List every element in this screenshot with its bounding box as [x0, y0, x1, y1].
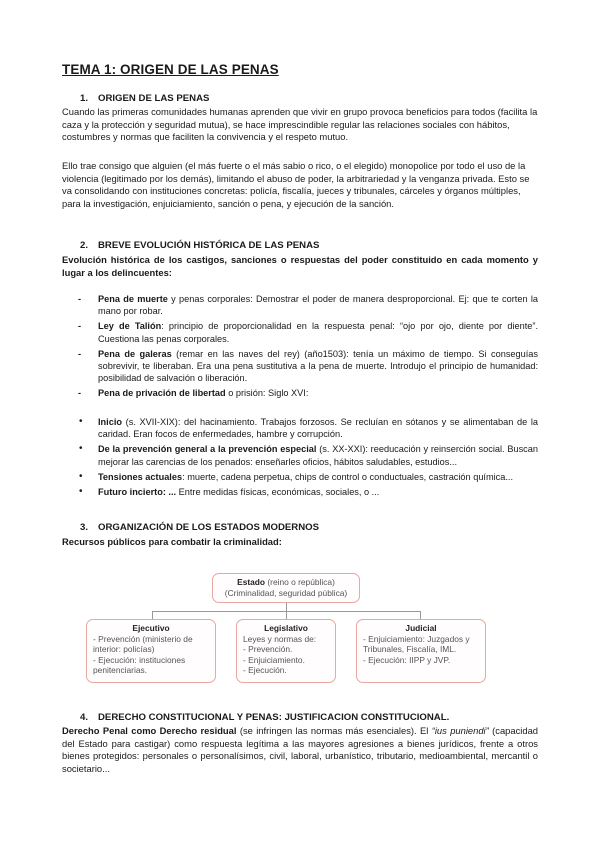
- section-3-heading: [80, 522, 319, 533]
- section-number: 4.: [80, 712, 89, 723]
- judicial-title: Judicial: [405, 623, 437, 633]
- section-title: ORGANIZACIÓN DE LOS ESTADOS MODERNOS: [98, 522, 320, 533]
- section-number: 3.: [80, 522, 89, 533]
- page-title: TEMA 1: ORIGEN DE LAS PENAS: [62, 62, 279, 77]
- legislativo-line: - Prevención.: [243, 644, 293, 655]
- legislativo-box: [236, 619, 336, 683]
- section-1-paragraph-1: Cuando las primeras comunidades humanas aprenden que vivir en grupo provoca beneficios para todos (facilita la caza y la protección y seguridad mutua), se hace imprescindible regular las relaciones sociales con hábitos, costumbres y normas que faciliten la convivencia y el respeto mutuo.: [62, 106, 538, 143]
- judicial-line: - Ejecución: IIPP y JVP.: [363, 654, 451, 665]
- section-4-paragraph: Derecho Penal como Derecho residual (se infringen las normas más esenciales). El “ius puniendi” (capacidad del Estado para castigar) como respuesta legítima a las mayores agresiones a bienes jurídicos, frente a otros bienes protegidos: personales o personalísimos, civil, laboral, urbanístico, tributario, medioambiental, mercantil o societario...: [62, 725, 538, 774]
- section-title: DERECHO CONSTITUCIONAL Y PENAS: JUSTIFICACION CONSTITUCIONAL.: [98, 712, 450, 723]
- prison-evolution-list: [62, 416, 538, 501]
- judicial-line: - Enjuiciamiento: Juzgados y Tribunales, Fiscalía, IML.: [363, 633, 470, 655]
- judicial-box: [356, 619, 486, 683]
- connector-line: [286, 603, 287, 611]
- punishment-list: [62, 293, 538, 403]
- list-item: - Pena de muerte y penas corporales: Demostrar el poder de manera desproporcional. Ej: que te corten la mano por robar.: [62, 293, 538, 317]
- list-item: - Pena de privación de libertad o prisión: Siglo XVI:: [62, 387, 538, 399]
- legislativo-line: - Ejecución.: [243, 665, 287, 676]
- list-item: • Inicio (s. XVII-XIX): del hacinamiento. Trabajos forzosos. Se recluían en sótanos y se alimentaban de la caridad. Eran focos de enfermedades, hambre y corrupción.: [62, 416, 538, 440]
- section-1-heading: [80, 93, 209, 104]
- section-title: ORIGEN DE LAS PENAS: [98, 93, 210, 104]
- list-item: • De la prevención general a la prevención especial (s. XX-XXI): reeducación y reinserción social. Buscan mejorar las carencias de los penados: enseñarles oficios, hábitos saludables, estudios...: [62, 443, 538, 467]
- legislativo-line: - Enjuiciamiento.: [243, 654, 305, 665]
- ius-puniendi-term: “ius puniendi”: [431, 725, 489, 736]
- list-item: - Pena de galeras (remar en las naves del rey) (año1503): tenía un máximo de tiempo. Si conseguías sobrevivir, te liberaban. Era una pena sustitutiva a la pena de muerte. Introdujo el principio de humanidad: posibilidad de salvación o liberación.: [62, 348, 538, 385]
- section-title: BREVE EVOLUCIÓN HISTÓRICA DE LAS PENAS: [98, 240, 320, 251]
- section-number: 1.: [80, 93, 89, 104]
- section-3-intro: Recursos públicos para combatir la criminalidad:: [62, 536, 282, 547]
- list-item: - Ley de Talión: principio de proporcionalidad en la respuesta penal: “ojo por ojo, diente por diente”. Cuestiona las penas corporales.: [62, 320, 538, 344]
- highlight-term: Derecho Penal como Derecho residual: [62, 725, 237, 736]
- diagram-root-title-suffix: (reino o república): [265, 577, 335, 587]
- ejecutivo-box: [86, 619, 216, 683]
- legislativo-subtitle: Leyes y normas de:: [243, 633, 317, 644]
- section-2-intro: Evolución histórica de los castigos, sanciones o respuestas del poder constituido en cada momento y lugar a los delincuentes:: [62, 254, 538, 278]
- section-number: 2.: [80, 240, 89, 251]
- list-item: • Tensiones actuales: muerte, cadena perpetua, chips de control o conductuales, castración química...: [62, 471, 538, 483]
- section-4-heading: [80, 712, 449, 723]
- ejecutivo-line: - Prevención (ministerio de interior: policías): [93, 633, 193, 655]
- ejecutivo-title: Ejecutivo: [132, 623, 170, 633]
- ejecutivo-line: - Ejecución: instituciones penitenciarias.: [93, 654, 186, 676]
- legislativo-title: Legislativo: [264, 623, 308, 633]
- section-1-paragraph-2: Ello trae consigo que alguien (el más fuerte o el más sabio o rico, o el elegido) monopolice por todo el uso de la violencia (legitimado por los demás), limitando el abuso de poder, la arbitrariedad y la venganza privada. Esto se va consolidando con instituciones concretas: policía, fiscalía, jueces y tribunales, cárceles y órganos múltiples, para la investigación, enjuiciamiento, sanción o pena, y ejecución de la sanción.: [62, 160, 530, 209]
- diagram-root-title: Estado: [237, 577, 266, 587]
- diagram-root-box: [212, 573, 360, 603]
- list-item: • Futuro incierto: ... Entre medidas físicas, económicas, sociales, o ...: [62, 486, 538, 498]
- diagram-root-subtitle: (Criminalidad, seguridad pública): [224, 587, 348, 598]
- section-2-heading: [80, 240, 319, 251]
